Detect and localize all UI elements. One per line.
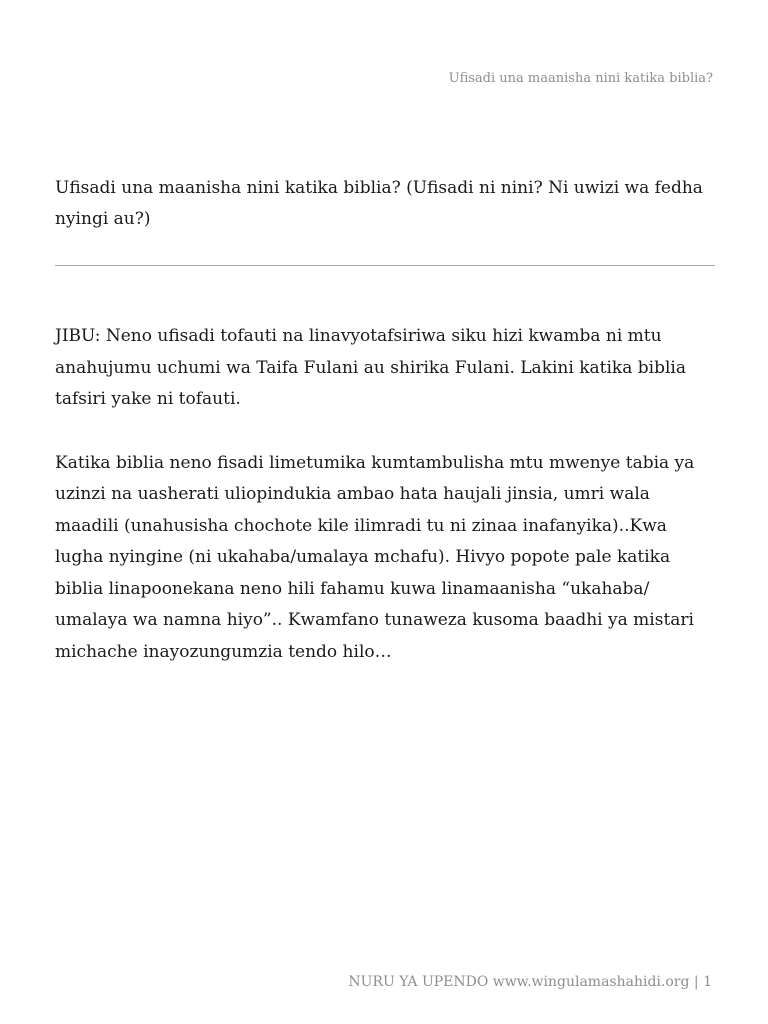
body-paragraph: Katika biblia neno fisadi limetumika kumtambulisha mtu mwenye tabia ya uzinzi na uasherati uliopindukia ambao hata haujali jinsia, umri wala maadili (unahusisha chochote kile ilimradi tu ni zinaa inafanyika)..Kwa lugha nyingine (ni ukahaba/umalaya mchafu). Hivyo popote pale katika biblia linapoonekana neno hili fahamu kuwa linamaanisha “ukahaba/ umalaya wa namna hiyo”.. Kwamfano tunaweza kusoma baadhi ya mistari michache inayozungumzia tendo hilo… <box>55 452 695 662</box>
main-content <box>55 173 715 668</box>
answer-paragraph: JIBU: Neno ufisadi tofauti na linavyotafsiriwa siku hizi kwamba ni mtu anahujumu uchumi wa Taifa Fulani au shirika Fulani. Lakini katika biblia tafsiri yake ni tofauti. <box>55 326 686 409</box>
question-text: Ufisadi una maanisha nini katika biblia? (Ufisadi ni nini? Ni uwizi wa fedha nyingi au?) <box>55 178 703 229</box>
footer-site-text: NURU YA UPENDO www.wingulamashahidi.org <box>348 974 690 990</box>
running-header-title: Ufisadi una maanisha nini katika biblia? <box>448 71 713 86</box>
page-footer <box>348 974 712 990</box>
section-divider <box>55 265 715 266</box>
footer-separator: | <box>689 974 704 990</box>
page-number: 1 <box>703 974 712 990</box>
